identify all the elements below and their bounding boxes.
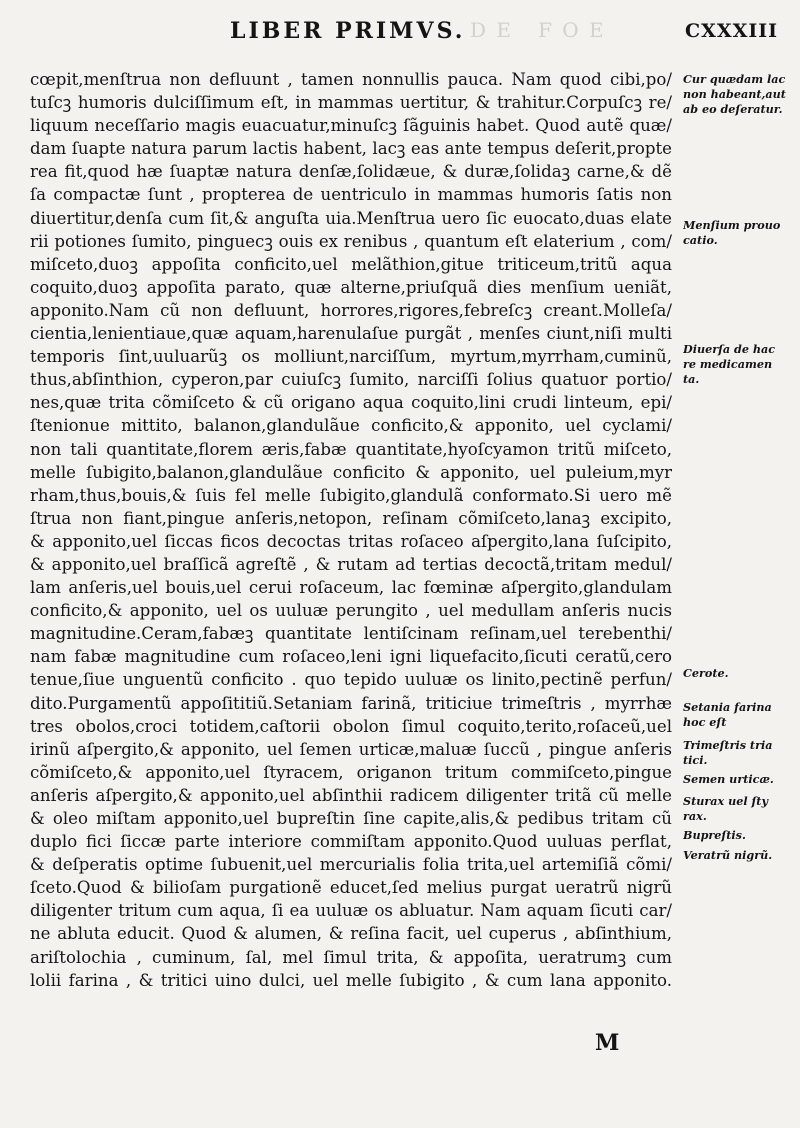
running-title: LIBER PRIMVS.: [230, 18, 466, 44]
margin-note-line: non habeant,aut: [683, 87, 786, 101]
text-line: dito.Purgamentũ appoſititiũ.Setaniam farinã, triticiue trimeſtris , myrrhæ: [30, 693, 672, 713]
text-line: diuertitur,denſa cum ſit,& anguſta uia.Menſtrua uero ſic euocato,duas elate: [30, 208, 672, 228]
text-line: lam anſeris,uel bouis,uel cerui roſaceum, lac fœminæ aſpergito,glandulam: [30, 578, 672, 598]
margin-note-line: Semen urticæ.: [683, 772, 774, 786]
text-line: nes,quæ trita cõmiſceto & cũ origano aqua coquito,lini crudi linteum, epi/: [30, 393, 672, 413]
margin-note: [683, 794, 798, 824]
text-line: cientia,lenientiaue,quæ aquam,harenulaſue purgãt , menſes ciunt,niſi multi: [30, 324, 672, 344]
text-line: rii potiones ſumito, pinguecꝫ ouis ex renibus , quantum eſt elaterium , com/: [30, 231, 672, 251]
text-line: miſceto,duoꝫ appoſita conficito,uel melãthion,gitue triticeum,tritũ aqua: [30, 254, 672, 274]
margin-note-line: Veratrũ nigrũ.: [683, 848, 773, 862]
text-line: ſtrua non fiant,pingue anſeris,netopon, reſinam cõmiſceto,lanaꝫ excipito,: [30, 508, 672, 528]
text-line: ne abluta educit. Quod & alumen, & reſina facit, uel cuperus , abſinthium,: [30, 924, 672, 944]
text-line: & apponito,uel ſiccas ficos decoctas tritas roſaceo aſpergito,lana ſuſcipito,: [30, 531, 672, 551]
text-line: nam fabæ magnitudine cum roſaceo,leni igni liquefacito,ſicuti ceratũ,cero: [30, 647, 672, 667]
running-head: [0, 18, 800, 48]
margin-note-line: re medicamen: [683, 357, 773, 371]
text-line: tuſcꝫ humoris dulciſſimum eſt, in mammas uertitur, & trahitur.Corpuſcꝫ re/: [30, 93, 672, 113]
margin-note: [683, 738, 798, 768]
text-line: irinũ aſpergito,& apponito, uel ſemen urticæ,maluæ ſuccũ , pingue anſeris: [30, 739, 672, 759]
text-line: temporis ſint,uuluarũꝫ os molliunt,narciſſum, myrtum,myrrham,cuminũ,: [30, 347, 672, 367]
text-line: ariſtolochia , cuminum, ſal, mel ſimul trita, & appoſita, ueratrumꝫ cum: [30, 947, 672, 967]
text-line: coquito,duoꝫ appoſita parato, quæ alterne,priuſquã dies menſium ueniãt,: [30, 277, 672, 297]
margin-note: [683, 72, 798, 117]
text-line: apponito.Nam cũ non defluunt, horrores,rigores,febreſcꝫ creant.Molleſa/: [30, 300, 672, 320]
margin-note: [683, 218, 798, 248]
text-line: ſceto.Quod & bilioſam purgationẽ educet,ſed melius purgat ueratrũ nigrũ: [30, 878, 672, 898]
text-line: anſeris aſpergito,& apponito,uel abſinthii radicem diligenter tritã cũ melle: [30, 785, 672, 805]
text-line: & oleo miſtam apponito,uel bupreſtin ſine capite,alis,& pedibus tritam cũ: [30, 809, 672, 828]
text-line: lolii farina , & tritici uino dulci, uel melle ſubigito , & cum lana apponito.: [30, 970, 672, 990]
folio-number: CXXXIII: [685, 20, 779, 42]
text-line: tenue,ſiue unguentũ conficito . quo tepido uuluæ os linito,pectinẽ perfun/: [30, 670, 672, 690]
text-line: duplo fici ſiccæ parte interiore commiſtam apponito.Quod uuluas perflat,: [30, 832, 672, 852]
text-line: & deſperatis optime ſubuenit,uel mercurialis folia trita,uel artemiſiã cõmi/: [30, 855, 672, 875]
text-line: magnitudine.Ceram,fabæꝫ quantitate lentiſcinam reſinam,uel terebenthi/: [30, 624, 672, 644]
text-line: dam ſuapte natura parum lactis habent, lacꝫ eas ante tempus deſerit,propte: [30, 139, 672, 159]
margin-note-line: Sturax uel ſty: [683, 794, 768, 808]
text-line: liquum neceſſario magis euacuatur,minuſcꝫ ſãguinis habet. Quod autẽ quæ/: [30, 116, 672, 136]
margin-note-line: Cerote.: [683, 666, 729, 680]
margin-note: [683, 848, 798, 863]
text-line: diligenter tritum cum aqua, ſi ea uuluæ os abluatur. Nam aquam ſicuti car/: [30, 901, 672, 921]
margin-note-line: ta.: [683, 372, 700, 386]
text-line: cœpit,menſtrua non defluunt , tamen nonnullis pauca. Nam quod cibi,po/: [30, 70, 672, 89]
margin-note-line: rax.: [683, 809, 707, 823]
margin-note-line: Cur quædam lac: [683, 72, 786, 86]
text-line: ſa compactæ ſunt , propterea de uentriculo in mammas humoris ſatis non: [30, 185, 672, 205]
text-line: non tali quantitate,florem æris,fabæ quantitate,hyoſcyamon tritũ miſceto,: [30, 439, 672, 459]
main-text-block: [30, 68, 672, 992]
text-line: ſtenionue mittito, balanon,glandulãue conficito,& apponito, uel cyclami/: [30, 416, 672, 436]
margin-note: [683, 828, 798, 843]
margin-note-line: Bupreſtis.: [683, 828, 746, 842]
margin-note-line: Trimeſtris tria: [683, 738, 773, 752]
text-line: cõmiſceto,& apponito,uel ſtyracem, origanon tritum commiſceto,pingue: [30, 762, 672, 782]
text-line: conficito,& apponito, uel os uuluæ perungito , uel medullam anſeris nucis: [30, 601, 672, 621]
signature-mark: M: [595, 1030, 620, 1056]
margin-note-line: tici.: [683, 753, 708, 767]
text-line: & apponito,uel braſſicã agreſtẽ , & rutam ad tertias decoctã,tritam medul/: [30, 554, 672, 574]
margin-note-line: Diuerſa de hac: [683, 342, 776, 356]
text-line: rea fit,quod hæ ſuaptæ natura denſæ,ſolidæue, & duræ,ſolidaꝫ carne,& dẽ: [30, 162, 672, 182]
margin-note-line: Setania farina: [683, 700, 772, 714]
margin-note: [683, 700, 798, 730]
margin-note-line: catio.: [683, 233, 718, 247]
show-through-text: D E F O E: [470, 18, 606, 42]
text-line: rham,thus,bouis,& ſuis fel melle ſubigito,glandulã conformato.Si uero mẽ: [30, 485, 672, 505]
margin-note-line: hoc eſt: [683, 715, 727, 729]
margin-note: [683, 772, 798, 787]
margin-note-line: ab eo deſeratur.: [683, 102, 783, 116]
margin-note: [683, 342, 798, 387]
text-line: tres obolos,croci totidem,caſtorii obolon ſimul coquito,terito,roſaceũ,uel: [30, 716, 672, 736]
text-line: thus,abſinthion, cyperon,par cuiuſcꝫ ſumito, narciſſi ſolius quatuor portio/: [30, 370, 672, 390]
margin-note-line: Menſium prouo: [683, 218, 781, 232]
margin-note: [683, 666, 798, 681]
text-line: melle ſubigito,balanon,glandulãue conficito & apponito, uel puleium,myr: [30, 462, 672, 482]
